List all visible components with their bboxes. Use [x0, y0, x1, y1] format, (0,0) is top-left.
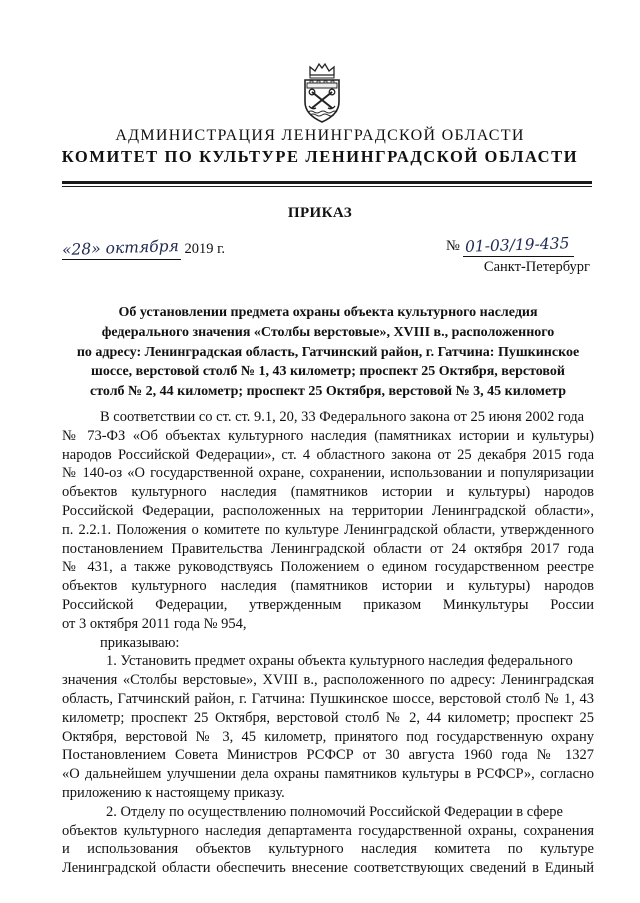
body-line: 2. Отделу по осуществлению полномочий Российской Федерации в сфере	[106, 803, 563, 820]
body-line: Российской Федерации, расположенных на территории Ленинградской области»,	[62, 502, 594, 519]
handwritten-date: «28» октября	[61, 236, 180, 260]
body-line: Ленинградской области обеспечить внесение соответствующих сведений в Единый	[62, 860, 594, 877]
body-line: № 431, а также руководствуясь Положением о едином государственном реестре	[62, 559, 594, 576]
order-item-1	[62, 652, 594, 802]
document-city: Санкт-Петербург	[483, 259, 590, 275]
document-date	[61, 236, 225, 260]
body-line: «О дальнейшем улучшении дела охраны памятников культуры в РСФСР», согласно	[62, 766, 594, 783]
body-line: приложению к настоящему приказу.	[62, 784, 285, 801]
body-line: В соответствии со ст. ст. 9.1, 20, 33 Федерального закона от 25 июня 2002 года	[100, 409, 585, 425]
subject-line: по адресу: Ленинградская область, Гатчинский район, г. Гатчина: Пушкинское	[76, 344, 580, 360]
body-line: от 3 октября 2011 года № 954,	[62, 615, 247, 632]
handwritten-number: 01-03/19-435	[465, 234, 571, 256]
document-number-block	[446, 236, 596, 276]
document-title: ПРИКАЗ	[287, 205, 353, 221]
body-line: область, Гатчинский район, г. Гатчина: Пушкинское шоссе, верстовой столб № 1, 43	[62, 690, 594, 707]
body-line: № 140-оз «О государственной охране, сохранении, использовании и популяризации	[62, 465, 594, 482]
body-line: объектов культурного наследия (памятников истории и культуры) народов	[62, 578, 594, 595]
document-body	[62, 408, 594, 878]
body-line: 1. Установить предмет охраны объекта культурного наследия федерального	[106, 653, 573, 670]
body-line: № 73-ФЗ «Об объектах культурного наследия (памятниках истории и культуры)	[62, 427, 594, 444]
date-year: 2019 г.	[184, 241, 225, 257]
preamble-paragraph	[62, 408, 594, 634]
number-underline	[463, 236, 573, 257]
body-line: объектов культурного наследия департамента государственной охраны, сохранения	[62, 822, 594, 839]
subject-line: столб № 2, 44 километр; проспект 25 Октября, верстовой № 3, 45 километр	[89, 384, 566, 400]
header-divider-thick	[62, 181, 592, 184]
body-line: постановлением Правительства Ленинградской области от 24 октября 2017 года	[62, 540, 594, 557]
date-underline	[61, 236, 181, 260]
order-word: приказываю:	[100, 634, 180, 651]
subject-line: Об установлении предмета охраны объекта культурного наследия	[118, 305, 538, 320]
body-line: километр; проспект 25 Октября, верстовой столб № 2, 44 километр; проспект 25	[62, 709, 594, 726]
body-line: значения «Столбы верстовые», XVIII в., расположенного по адресу: Ленинградская	[62, 672, 594, 689]
header-divider-thin	[62, 186, 592, 187]
document-number	[446, 236, 596, 257]
body-line: Октября, верстовой № 3, 45 километр, принятого под государственную охрану	[62, 728, 594, 745]
subject-line: шоссе, верстовой столб № 1, 43 километр; проспект 25 Октября, верстовой	[91, 364, 565, 380]
order-item-2	[62, 803, 594, 878]
number-sign: №	[446, 238, 460, 254]
body-line: п. 2.2.1. Положения о комитете по культуре Ленинградской области, утвержденного	[62, 521, 594, 538]
document-subject	[62, 303, 594, 402]
body-line: объектов культурного наследия (памятников истории и культуры) народов	[62, 484, 594, 501]
body-line: народов Российской Федерации», ст. 4 областного закона от 25 декабря 2015 года	[62, 446, 594, 463]
administration-name: АДМИНИСТРАЦИЯ ЛЕНИНГРАДСКОЙ ОБЛАСТИ	[115, 127, 525, 144]
body-line: Российской Федерации, утвержденным приказом Минкультуры России	[62, 596, 594, 613]
body-line: Постановлением Совета Министров РСФСР от 30 августа 1960 года № 1327	[62, 747, 594, 764]
committee-name: КОМИТЕТ ПО КУЛЬТУРЕ ЛЕНИНГРАДСКОЙ ОБЛАСТИ	[61, 147, 579, 166]
coat-of-arms-icon	[302, 62, 342, 124]
subject-line: федерального значения «Столбы верстовые», XVIII в., расположенного	[101, 324, 555, 340]
body-line: и использования объектов культурного наследия комитета по культуре	[62, 841, 594, 858]
